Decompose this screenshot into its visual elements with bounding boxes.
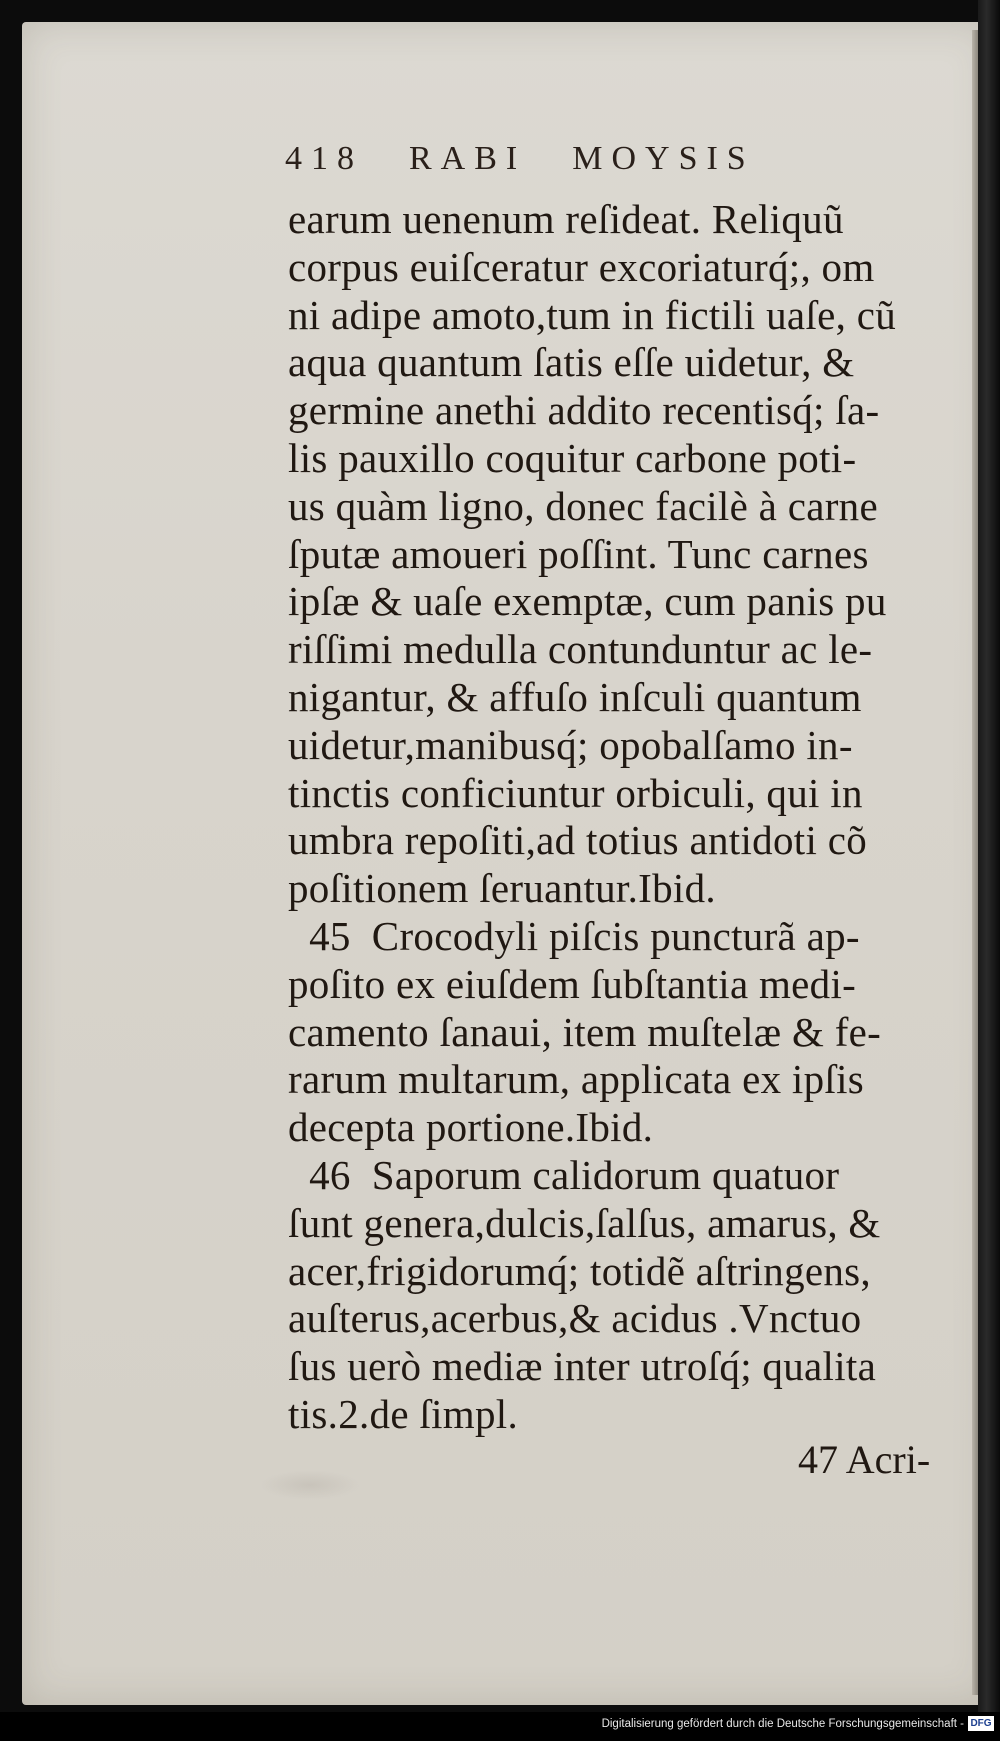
text-line: riſſimi medulla contunduntur ac le- bbox=[288, 626, 873, 673]
text-line: lis pauxillo coquitur carbone poti- bbox=[288, 434, 857, 481]
text-line: umbra repoſiti,ad totius antidoti cõ bbox=[288, 817, 867, 864]
text-line: auſterus,acerbus,& acidus .Vnctuo bbox=[288, 1295, 862, 1342]
text-line: tis.2.de ſimpl. bbox=[288, 1390, 518, 1437]
text-line: uidetur,manibusq́; opobalſamo in- bbox=[288, 721, 853, 768]
footer-credit: Digitalisierung gefördert durch die Deutsche Forschungsgemeinschaft - bbox=[601, 1718, 964, 1730]
page-number: 418 bbox=[285, 140, 363, 177]
text-line: poſitionem ſeruantur.Ibid. bbox=[288, 865, 716, 912]
text-line: 46 Saporum calidorum quatuor bbox=[288, 1151, 840, 1198]
text-line: us quàm ligno, donec facilè à carne bbox=[288, 482, 878, 529]
binding-strip bbox=[978, 0, 1000, 1741]
running-title-word-1: RABI bbox=[409, 140, 527, 177]
text-line: ni adipe amoto,tum in fictili uaſe, cũ bbox=[288, 291, 897, 338]
text-line: tinctis conficiuntur orbiculi, qui in bbox=[288, 769, 863, 816]
text-line: ſunt genera,dulcis,ſalſus, amarus, & bbox=[288, 1199, 881, 1246]
text-line: 45 Crocodyli piſcis puncturã ap- bbox=[288, 912, 860, 959]
running-title-word-2: MOYSIS bbox=[572, 140, 755, 177]
text-line: aqua quantum ſatis eſſe uidetur, & bbox=[288, 339, 855, 386]
text-line: acer,frigidorumq́; totidẽ aſtringens, bbox=[288, 1247, 871, 1294]
text-line: ipſæ & uaſe exemptæ, cum panis pu bbox=[288, 578, 887, 625]
text-line: ſputæ amoueri poſſint. Tunc carnes bbox=[288, 530, 869, 577]
text-line: decepta portione.Ibid. bbox=[288, 1104, 654, 1151]
text-line: corpus euiſceratur excoriaturq́;, om bbox=[288, 243, 875, 290]
text-line: camento ſanaui, item muſtelæ & fe- bbox=[288, 1008, 882, 1055]
catchword: 47 Acri- bbox=[798, 1437, 931, 1482]
text-line: poſito ex eiuſdem ſubſtantia medi- bbox=[288, 960, 857, 1007]
ink-smudge bbox=[260, 1470, 360, 1500]
text-line: rarum multarum, applicata ex ipſis bbox=[288, 1056, 865, 1103]
text-line: ſus uerò mediæ inter utroſq́; qualita bbox=[288, 1343, 877, 1390]
running-header bbox=[285, 140, 845, 186]
dfg-logo-icon: DFG bbox=[968, 1716, 994, 1731]
text-line: germine anethi addito recentisq́; ſa- bbox=[288, 387, 880, 434]
body-text bbox=[288, 196, 968, 1439]
text-line: nigantur, & affuſo inſculi quantum bbox=[288, 673, 862, 720]
text-line: earum uenenum reſideat. Reliquũ bbox=[288, 196, 844, 242]
